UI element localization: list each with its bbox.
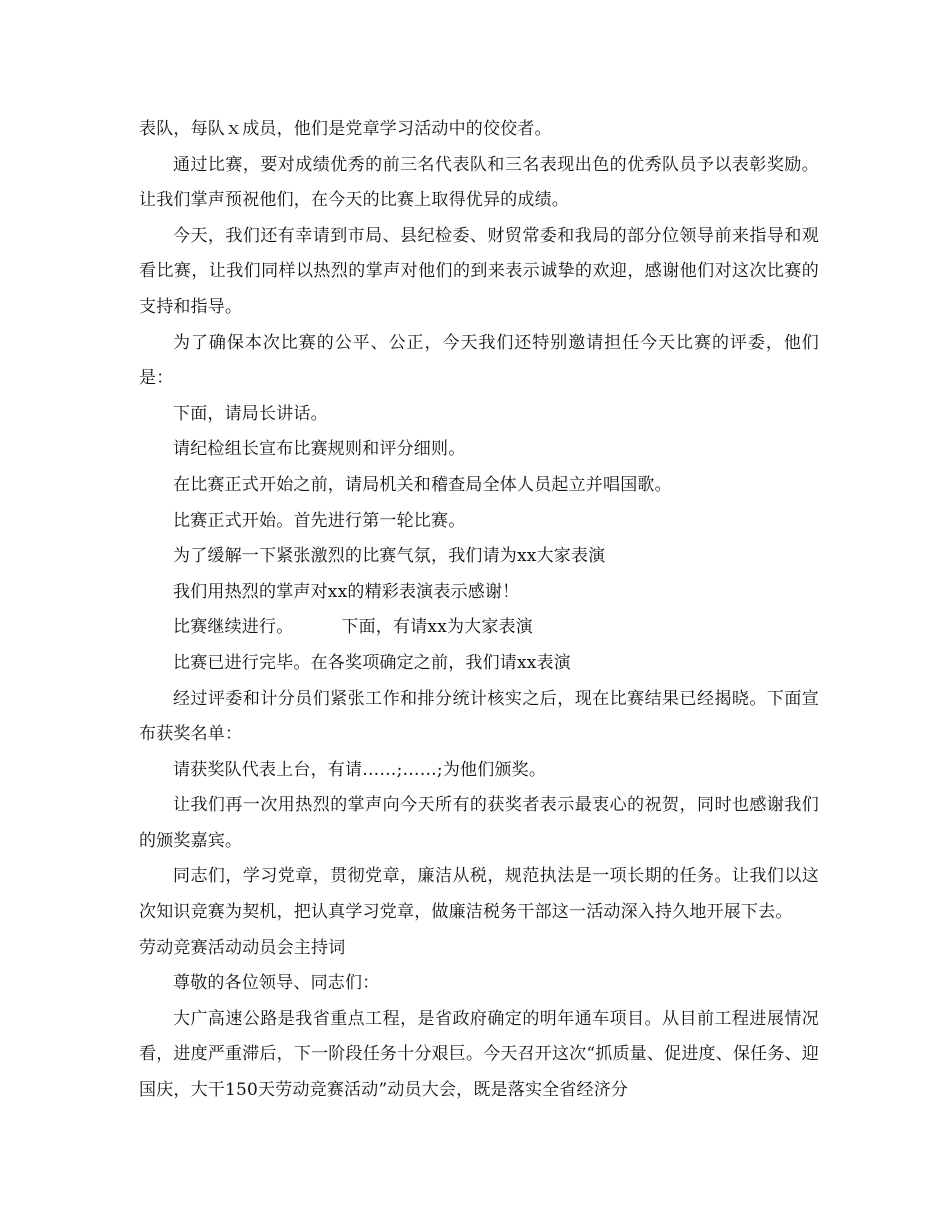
- paragraph-continue: [139, 610, 819, 646]
- paragraph-highway-project: 大广高速公路是我省重点工程，是省政府确定的明年通车项目。从目前工程进展情况看，进度严重滞后，下一阶段任务十分艰巨。今天召开这次“抓质量、促进度、保任务、迎国庆，大干150天劳动竞赛活动”动员大会，既是落实全省经济分: [139, 1008, 819, 1101]
- paragraph-first-round: 比赛正式开始。首先进行第一轮比赛。: [173, 510, 466, 531]
- paragraph-guests-welcome: 今天，我们还有幸请到市局、县纪检委、财贸常委和我局的部分位领导前来指导和观看比赛，让我们同样以热烈的掌声对他们的到来表示诚挚的欢迎，感谢他们对这次比赛的支持和指导。: [139, 225, 819, 317]
- paragraph-anthem: 在比赛正式开始之前，请局机关和稽查局全体人员起立并唱国歌。: [173, 474, 672, 495]
- paragraph-congratulations: 让我们再一次用热烈的掌声向今天所有的获奖者表示最衷心的祝贺，同时也感谢我们的颁奖嘉宾。: [139, 795, 819, 851]
- paragraph-results: 经过评委和计分员们紧张工作和排分统计核实之后，现在比赛结果已经揭晓。下面宣布获奖名单：: [139, 688, 819, 745]
- paragraph-performance-intro: 为了缓解一下紧张激烈的比赛气氛，我们请为xx大家表演: [173, 546, 606, 567]
- paragraph-rules: 请纪检组长宣布比赛规则和评分细则。: [173, 439, 466, 460]
- paragraph-commendation: 通过比赛，要对成绩优秀的前三名代表队和三名表现出色的优秀队员予以表彰奖励。让我们掌声预祝他们，在今天的比赛上取得优异的成绩。: [139, 154, 819, 211]
- continue-text: 比赛继续进行。: [173, 617, 294, 638]
- paragraph-performance-thanks: 我们用热烈的掌声对xx的精彩表演表示感谢！: [173, 581, 520, 602]
- paragraph-award-presentation: 请获奖队代表上台，有请……;……;为他们颁奖。: [173, 759, 547, 780]
- paragraph-competition-complete: 比赛已进行完毕。在各奖项确定之前，我们请xx表演: [173, 652, 571, 673]
- document-body: [139, 112, 819, 1109]
- paragraph-closing: 同志们，学习党章，贯彻党章，廉洁从税，规范执法是一项长期的任务。让我们以这次知识竞赛为契机，把认真学习党章，做廉洁税务干部这一活动深入持久地开展下去。: [139, 866, 819, 923]
- paragraph-continuation: 表队，每队ｘ成员，他们是党章学习活动中的佼佼者。: [139, 119, 552, 139]
- paragraph-salutation: 尊敬的各位领导、同志们：: [173, 973, 380, 994]
- section-heading: 劳动竞赛活动动员会主持词: [139, 937, 346, 958]
- next-performance-text: 下面，有请xx为大家表演: [341, 617, 533, 638]
- paragraph-director-speech: 下面，请局长讲话。: [173, 403, 328, 424]
- paragraph-judges: 为了确保本次比赛的公平、公正，今天我们还特别邀请担任今天比赛的评委，他们是：: [139, 332, 819, 389]
